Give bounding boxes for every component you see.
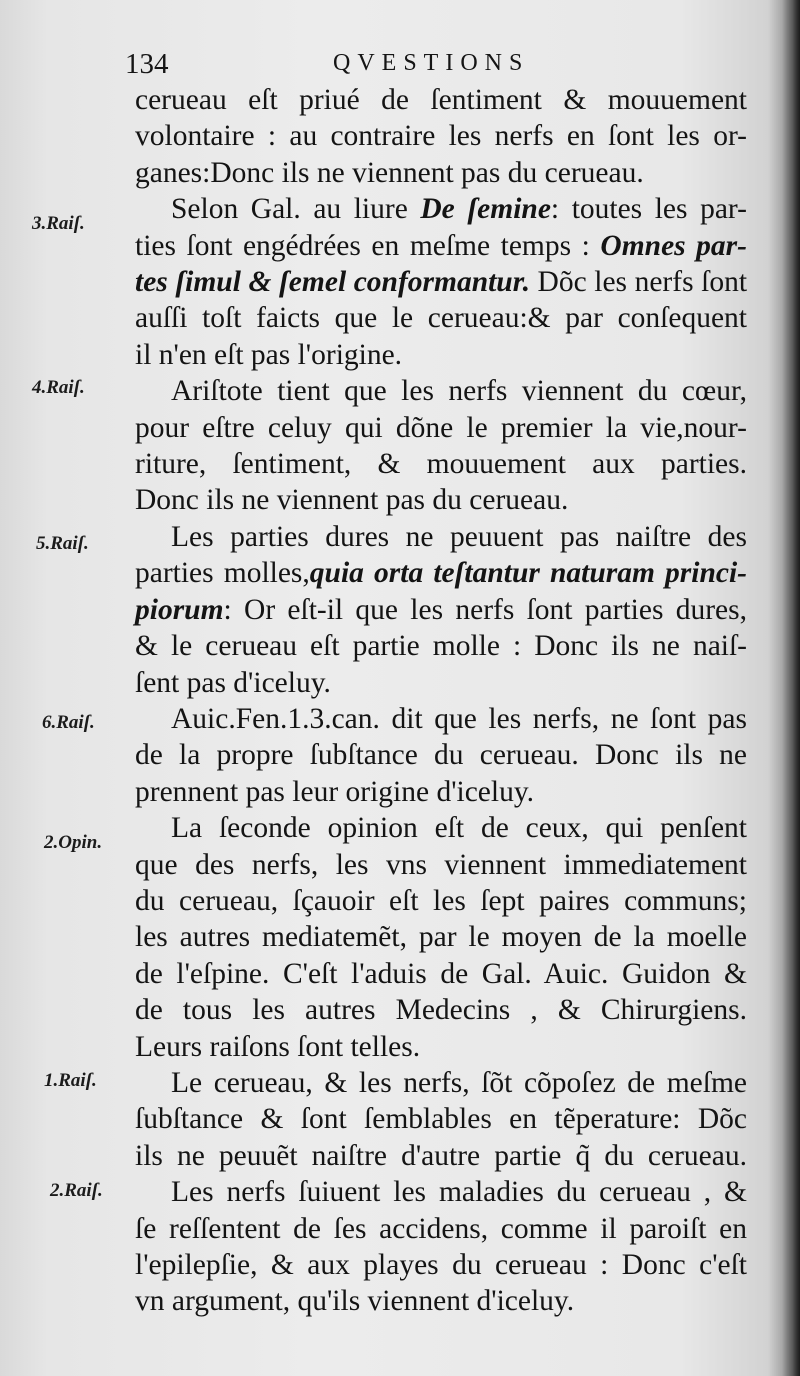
text-line: Auic.Fen.1.3.can. dit que les nerfs, ne ſont pas — [171, 702, 747, 735]
page-number: 134 — [125, 48, 169, 80]
text-line: que des nerfs, les vns viennent immediatement — [135, 848, 747, 881]
text-line: Ariſtote tient que les nerfs viennent du cœur, — [171, 375, 747, 408]
text-line: Le cerueau, & les nerfs, ſõt cõpoſez de meſme — [171, 1066, 747, 1099]
margin-note: 5.Raiſ. — [36, 533, 89, 554]
text-line: Leurs raiſons ſont telles. — [135, 1030, 421, 1063]
text-line: riture, ſentiment, & mouuement aux parties. — [135, 448, 747, 481]
text-line: l'epilepſie, & aux playes du cerueau : Donc c'eſt — [135, 1249, 747, 1281]
text-line: vn argument, qu'ils viennent d'iceluy. — [135, 1285, 575, 1318]
text-line: du cerueau, ſçauoir eſt les ſept paires communs; — [135, 884, 747, 917]
margin-note: 6.Raiſ. — [42, 712, 95, 733]
text-line: prennent pas leur origine d'iceluy. — [135, 775, 535, 808]
margin-note: 3.Raiſ. — [32, 213, 85, 234]
text-line: ſe reſſentent de ſes accidens, comme il paroiſt en — [135, 1212, 747, 1245]
text-line: Les parties dures ne peuuent pas naiſtre des — [171, 520, 747, 553]
body-text — [135, 82, 747, 1320]
text-line: volontaire : au contraire les nerfs en ſont les or- — [135, 120, 747, 153]
margin-note: 2.Raiſ. — [50, 1180, 103, 1201]
text-line: ſent pas d'iceluy. — [135, 666, 331, 699]
text-line: cerueau eſt priué de ſentiment & mouuement — [135, 84, 747, 116]
text-line: ganes:Donc ils ne viennent pas du cerueau. — [135, 156, 644, 189]
text-line: auſſi toſt faicts que le cerueau:& par conſequent — [135, 302, 747, 335]
running-head — [125, 48, 585, 82]
text-line: Selon Gal. au liure De ſemine: toutes les par- — [171, 193, 747, 226]
text-line: La ſeconde opinion eſt de ceux, qui penſent — [171, 812, 747, 845]
running-head-title: QVESTIONS — [333, 50, 530, 76]
margin-note: 4.Raiſ. — [32, 377, 85, 398]
text-line: ils ne peuuẽt naiſtre d'autre partie q̃ du cerueau. — [135, 1139, 747, 1172]
text-line: Donc ils ne viennent pas du cerueau. — [135, 484, 569, 517]
text-line: ties ſont engédrées en meſme temps : Omnes par- — [135, 229, 747, 262]
margin-notes — [0, 0, 130, 1376]
text-line: les autres mediatemẽt, par le moyen de la moelle — [135, 921, 747, 954]
text-line: de la propre ſubſtance du cerueau. Donc ils ne — [135, 739, 747, 772]
margin-note: 2.Opin. — [44, 832, 103, 853]
text-line: ſubſtance & ſont ſemblables en tẽperature: Dõc — [135, 1103, 747, 1136]
text-line: de l'eſpine. C'eſt l'aduis de Gal. Auic. Guidon & — [135, 957, 747, 990]
text-line: il n'en eſt pas l'origine. — [135, 338, 403, 371]
text-line: tes ſimul & ſemel conformantur. Dõc les nerfs ſont — [135, 266, 748, 299]
text-line: pour eſtre celuy qui dõne le premier la vie,nour- — [135, 411, 747, 444]
text-line: piorum: Or eſt-il que les nerfs ſont parties dures, — [135, 593, 747, 626]
page-edge-shadow — [782, 0, 800, 1376]
margin-note: 1.Raiſ. — [44, 1070, 97, 1091]
text-line: de tous les autres Medecins , & Chirurgiens. — [135, 994, 747, 1027]
text-line: & le cerueau eſt partie molle : Donc ils ne naiſ- — [135, 630, 747, 663]
text-line: Les nerfs ſuiuent les maladies du cerueau , & — [171, 1176, 747, 1209]
text-line: parties molles,quia orta teſtantur naturam princi- — [135, 557, 747, 590]
